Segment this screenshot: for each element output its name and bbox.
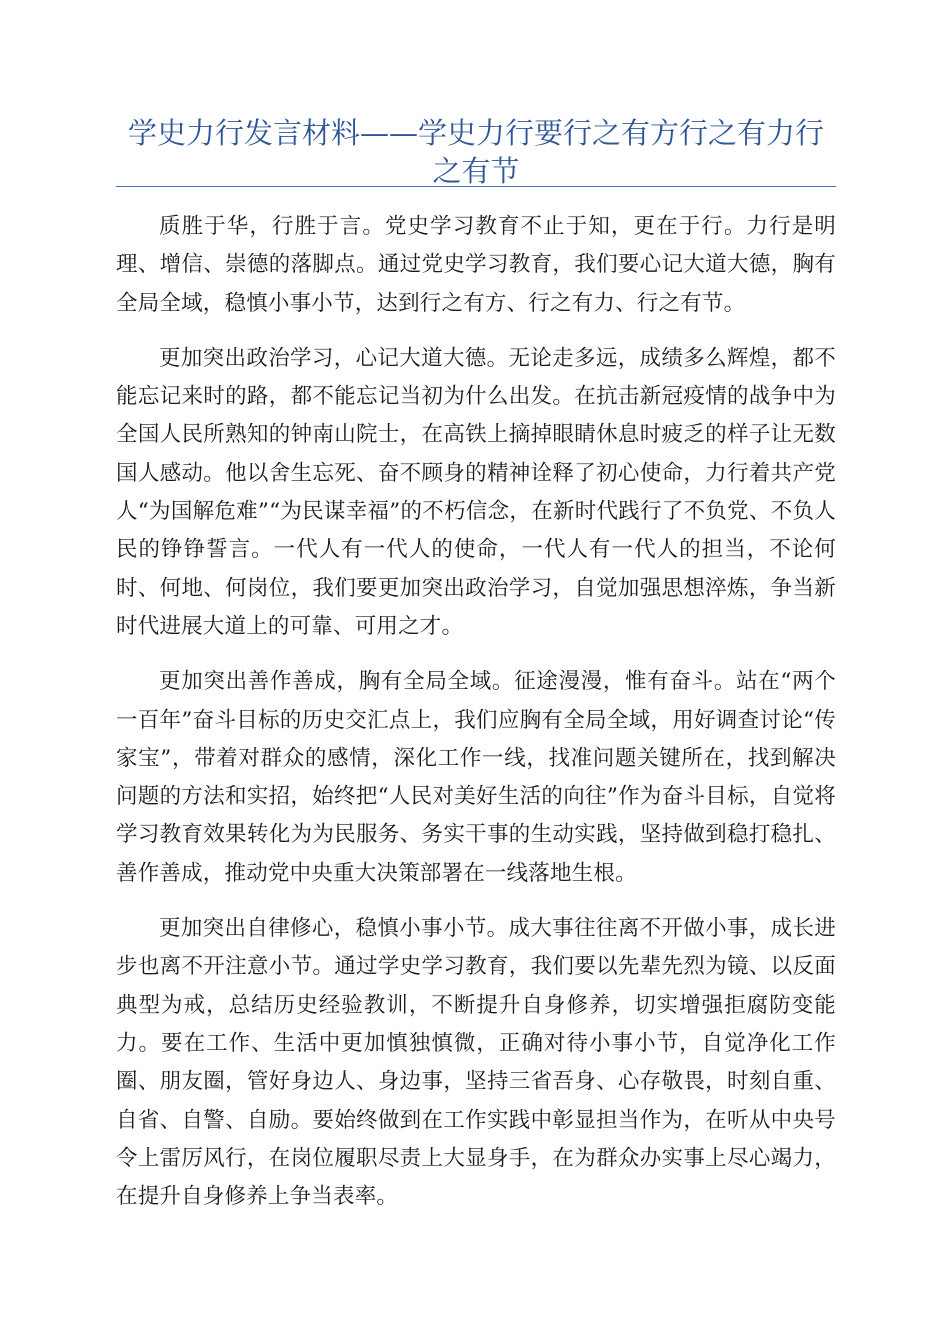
title-underline-divider xyxy=(116,186,836,187)
paragraph-political-study: 更加突出政治学习，心记大道大德。无论走多远，成绩多么辉煌，都不能忘记来时的路，都不能忘记当初为什么出发。在抗击新冠疫情的战争中为全国人民所熟知的钟南山院士，在高铁上摘掉眼睛休息时疲乏的样子让无数国人感动。他以舍生忘死、奋不顾身的精神诠释了初心使命，力行着共产党人“为国解危难”“为民谋幸福”的不朽信念，在新时代践行了不负党、不负人民的铮铮誓言。一代人有一代人的使命，一代人有一代人的担当，不论何时、何地、何岗位，我们要更加突出政治学习，自觉加强思想淬炼，争当新时代进展大道上的可靠、可用之才。 xyxy=(116,345,836,639)
document-body xyxy=(116,208,836,1233)
paragraph-overall-situation: 更加突出善作善成，胸有全局全域。征途漫漫，惟有奋斗。站在“两个一百年”奋斗目标的历史交汇点上，我们应胸有全局全域，用好调查讨论“传家宝”，带着对群众的感情，深化工作一线，找准问题关键所在，找到解决问题的方法和实招，始终把“人民对美好生活的向往”作为奋斗目标，自觉将学习教育效果转化为为民服务、务实干事的生动实践，坚持做到稳打稳扎、善作善成，推动党中央重大决策部署在一线落地生根。 xyxy=(116,669,836,886)
paragraph-intro: 质胜于华，行胜于言。党史学习教育不止于知，更在于行。力行是明理、增信、崇德的落脚点。通过党史学习教育，我们要心记大道大德，胸有全局全域，稳慎小事小节，达到行之有方、行之有力、行之有节。 xyxy=(116,214,836,316)
paragraph-self-discipline: 更加突出自律修心，稳慎小事小节。成大事往往离不开做小事，成长进步也离不开注意小节。通过学史学习教育，我们要以先辈先烈为镜、以反面典型为戒，总结历史经验教训，不断提升自身修养，切实增强拒腐防变能力。要在工作、生活中更加慎独慎微，正确对待小事小节，自觉净化工作圈、朋友圈，管好身边人、身边事，坚持三省吾身、心存敬畏，时刻自重、自省、自警、自励。要始终做到在工作实践中彰显担当作为，在听从中央号令上雷厉风行，在岗位履职尽责上大显身手，在为群众办实事上尽心竭力，在提升自身修养上争当表率。 xyxy=(116,916,836,1210)
document-title: 学史力行发言材料——学史力行要行之有方行之有力行之有节 xyxy=(127,116,824,188)
